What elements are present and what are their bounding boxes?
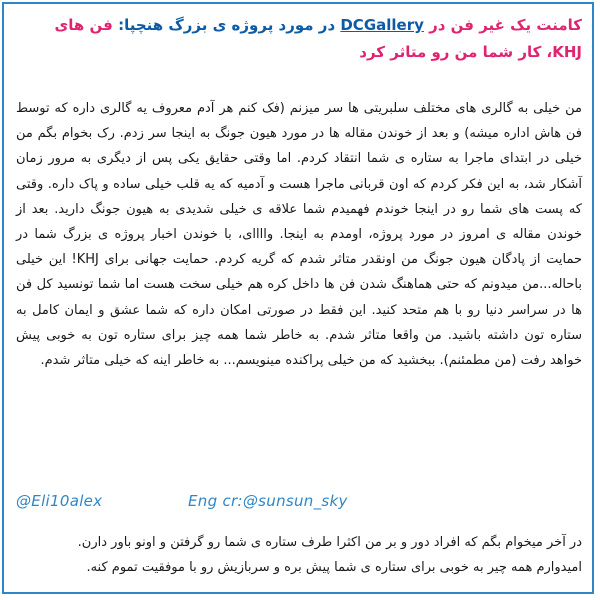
source-credit: Eng cr:@sunsun_sky bbox=[188, 492, 348, 510]
title-middle: در مورد پروژه ی بزرگ هنچپا: bbox=[112, 16, 341, 34]
comment-body bbox=[16, 96, 582, 373]
closing-section bbox=[16, 530, 582, 580]
closing-paragraph-1: در آخر میخوام بگم که افراد دور و بر من اکثرا طرف ستاره ی شما رو گرفتن و اونو باور دارن. bbox=[77, 535, 582, 550]
translator-credit: @Eli10alex bbox=[16, 492, 103, 510]
title-intro: کامنت یک غیر فن در bbox=[423, 16, 582, 34]
title-highlight: فن های KHJ، کار شما من رو متاثر کرد bbox=[54, 16, 582, 61]
comment-paragraph: من خیلی به گالری های مختلف سلبریتی ها سر میزنم (فک کنم هر آدم معروف یه گالری داره که توسط فن هاش اداره میشه) و بعد از خوندن مقاله ها در مورد هیون جونگ به اینجا سر زدم. رک بخوام بگم من خیلی در ابتدای ماجرا به ستاره ی شما انتقاد کردم. اما وقتی حقایق یکی پس از دیگری به مرور زمان آشکار شد، به این فکر کردم که اون قربانی ماجرا هست و آدمیه که یه قلب خیلی ساده و پاک داره. وقتی که پست های شما رو در اینجا خوندم فهمیدم شما علاقه ی خیلی شدیدی به هیون جونگ دارید. بعد از خوندن مقاله ی امروز در مورد پروژه، اومدم به اینجا. واااای، با خوندن اخبار پروژه ی بزرگ شما در حمایت از پادگان هیون جونگ من اونقدر متاثر شدم که گریه کردم. حمایت جهانی برای KHJ! این خیلی باحاله...من میدونم که حتی هماهنگ شدن فن ها داخل کره هم خیلی سخت هست اما شما تونسید کل فن ها در سراسر دنیا رو با هم متحد کنید. این فقط در صورتی امکان داره که شما عشق و ایمان کامل به ستاره تون داشته باشید. من واقعا متاثر شدم. به خاطر شما همه چیز برای ستاره تون به خوبی پیش خواهد رفت (من مطمئنم). ببخشید که من خیلی پراکنده مینویسم... به خاطر اینه که خیلی متاثر شدم. bbox=[16, 101, 583, 369]
dcgallery-link[interactable]: DCGallery bbox=[340, 16, 424, 34]
content-frame bbox=[2, 2, 594, 594]
closing-paragraph-2: امیدوارم همه چیر به خوبی برای ستاره ی شما پیش بره و سربازیش رو با موفقیت تموم کنه. bbox=[86, 560, 582, 575]
page-title bbox=[14, 12, 582, 66]
